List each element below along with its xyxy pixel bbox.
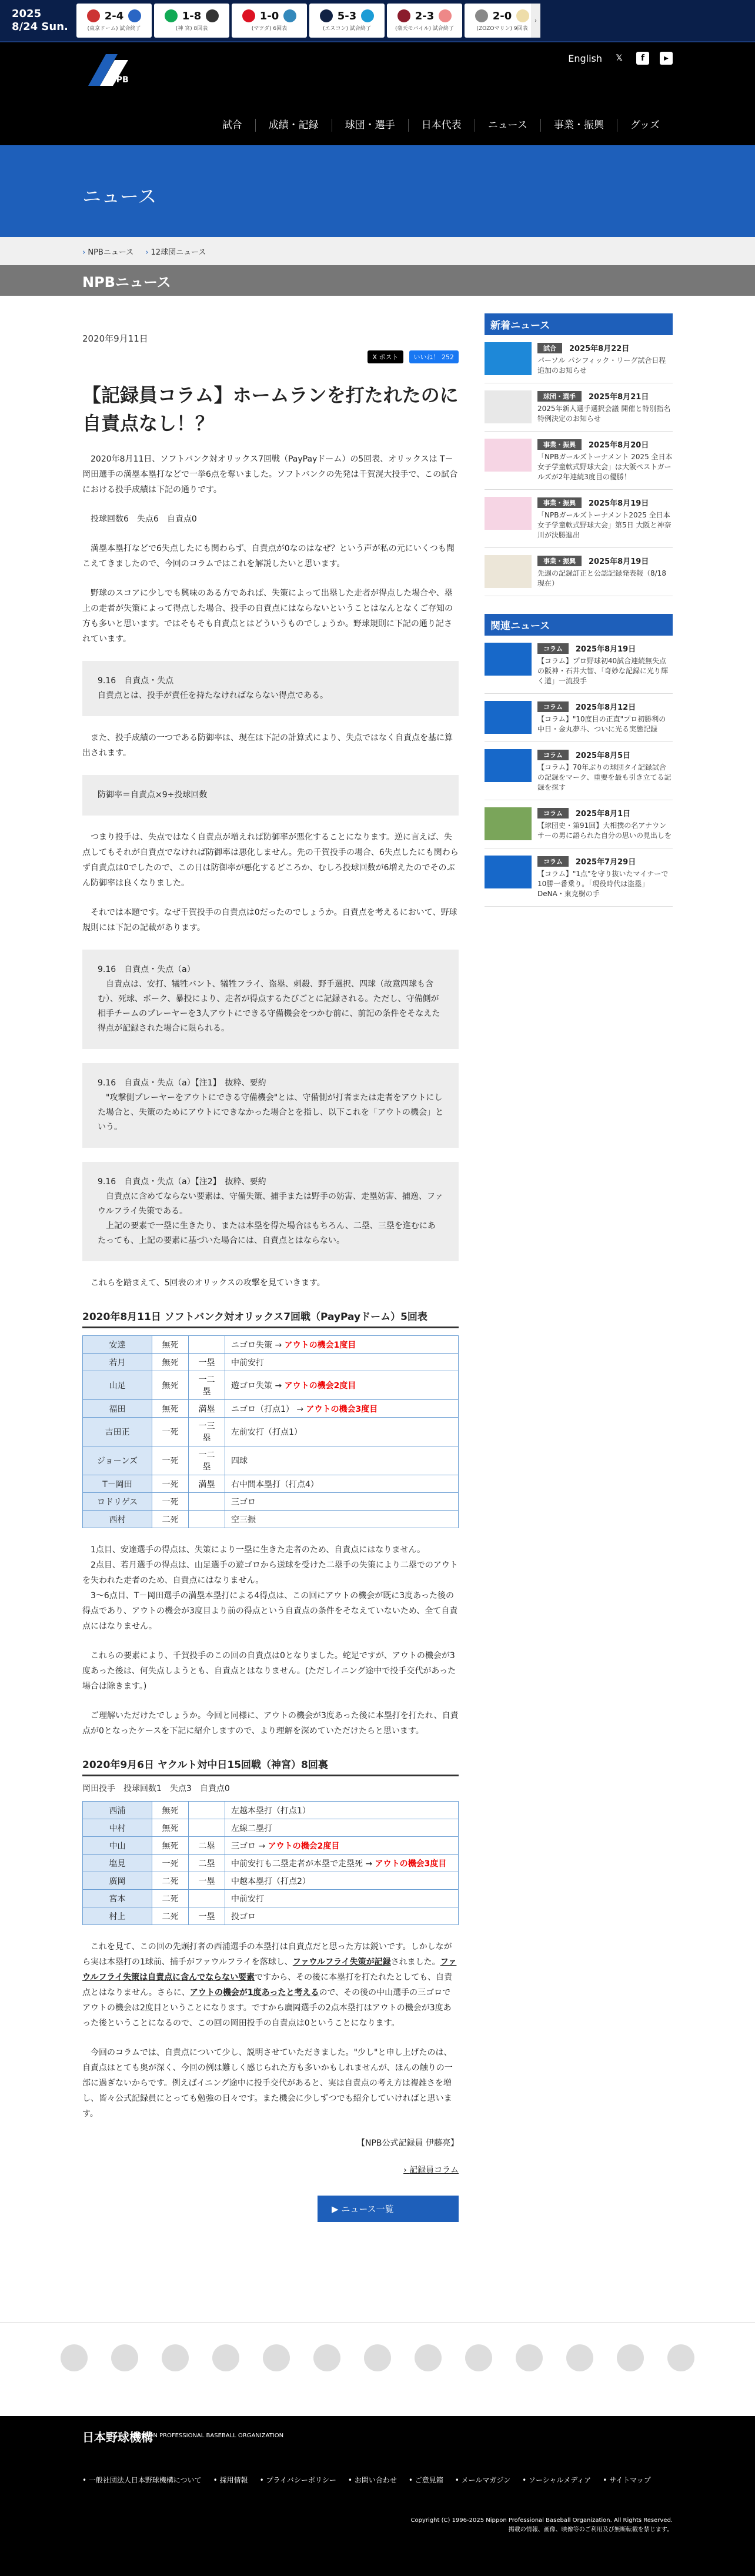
sidebar-new-title: 新着ニュース [485,313,673,335]
news-tag: 球団・選手 [537,391,582,402]
footer-org-en: NIPPON PROFESSIONAL BASEBALL ORGANIZATION [135,2433,284,2439]
npb-logo[interactable] [82,52,135,88]
table-row [83,1819,459,1837]
outs-cell: 一死 [152,1855,189,1872]
text-emphasis: アウトの機会が1度あったと考える [189,1988,319,1997]
batter-cell: 西村 [83,1511,152,1528]
facebook-like-button[interactable]: いいね！ 252 [409,350,459,363]
table-row [83,1400,459,1418]
team-logo-icon[interactable] [212,2344,239,2371]
text-emphasis: ファウルフライ失策は自責点に含んでならない要素 [82,1957,457,1982]
news-thumbnail [485,701,532,734]
footer-link[interactable]: • プライバシーポリシー [260,2475,336,2485]
runners-cell [189,1511,225,1528]
news-item-body [537,701,673,734]
news-text: 「NPBガールズトーナメント2025 全日本女子学童軟式野球大会」第5日 大阪と神奈川が決勝進出 [537,511,672,539]
runners-cell [189,1493,225,1511]
runners-cell [189,1336,225,1354]
outs-cell: 一死 [152,1446,189,1475]
footer-link[interactable]: • ソーシャルメディア [522,2475,591,2485]
news-item-meta [537,643,673,654]
runners-cell: 一三塁 [189,1418,225,1446]
news-item-body [537,856,673,899]
sidebar-news-item[interactable] [485,848,673,907]
outs-cell: 無死 [152,1354,189,1371]
team-logo-icon [206,9,219,22]
news-tag: 事業・振興 [537,556,582,566]
paragraph: 今回のコラムでは、自責点について少し、説明させていただきました。"少し"と申し上げたのは、自責点はとても奥が深く、今回の例は難しく感じられた方も多いかもしれませんが、ほんの触りの一部に過ぎないからです。例えばイニング途中に投手交代があると、実は自責点の考え方は複雑さを増し、皆々公式記録員にとっても勉強の日々です。また機会に少しずつでも紹介していければと思います。 [82,2048,453,2119]
paragraph: それでは本題です。なぜ千賀投手の自責点は0だったのでしょうか。自責点を考えるにおいて、野球規則には下記の記載があります。 [82,908,457,933]
team-logo-icon [439,9,452,22]
out-chance: アウトの機会2度目 [268,1841,340,1851]
team-logo-icon[interactable] [566,2344,593,2371]
x-post-button[interactable]: X ポスト [368,350,403,363]
news-tag: コラム [537,856,569,867]
article-title: 【記録員コラム】ホームランを打たれたのに自責点なし！？ [82,384,459,435]
news-date: 2025年8月5日 [575,751,631,760]
batter-cell: ジョーンズ [83,1446,152,1475]
rule-box: 9.16 自責点・失点（a）【注1】 抜粋、要約 "攻撃側プレーヤーをアウトにできる守備機会"とは、守備側が打者または走者をアウトにした場合と、失策のためにアウトにできなかった場合とを指し、以下これを「アウトの機会」という。 [82,1063,459,1148]
paragraph: 野球のスコアに少しでも興味のある方であれば、失策によって出塁した走者が得点した場合や、塁上の走者が失策によって得点した場合、投手の自責点にはならないということはなんとなくご存知の方も多いと思います。ではそもそも自責点とはどういうものでしょうか。野球規則に下記の通り記されています。 [82,589,453,644]
nav-goods[interactable]: グッズ [617,119,673,132]
nav-business[interactable]: 事業・振興 [540,119,617,132]
footer-link[interactable]: • メールマガジン [455,2475,510,2485]
runners-cell [189,1890,225,1907]
news-item-meta [537,390,673,402]
table-row [83,1511,459,1528]
game-card[interactable] [309,4,385,38]
team-logo-icon [87,9,100,22]
news-item-meta [537,701,673,712]
out-chance: アウトの機会3度目 [375,1859,447,1869]
table-row [83,1475,459,1493]
news-item-meta [537,807,673,818]
table-row [83,1802,459,1819]
news-thumbnail [485,856,532,888]
footer-link[interactable]: • お問い合わせ [348,2475,397,2485]
batter-cell: 村上 [83,1907,152,1925]
news-text: 【コラム】"1点"を守り抜いたマイナーで10勝一番乗り。「現役時代は盗塁」 DeNA・東克樹の手 [537,870,669,898]
news-text: パーソル パシフィック・リーグ試合日程追加のお知らせ [537,356,666,375]
footer-link[interactable]: • 一般社団法人日本野球機構について [82,2475,202,2485]
news-item-meta [537,439,673,450]
news-date: 2025年8月1日 [575,810,631,818]
sidebar-news-item[interactable] [485,636,673,694]
article-date: 2020年9月11日 [82,333,148,344]
team-logo-icon[interactable] [162,2344,189,2371]
sidebar-news-item[interactable] [485,490,673,548]
result-cell: 三ゴロ → アウトの機会2度目 [225,1837,459,1855]
runners-cell: 一塁 [189,1354,225,1371]
team-logo-icon [397,9,410,22]
sidebar-news-item[interactable] [485,548,673,596]
news-text: 【コラム】70年ぶりの球団タイ記録試合の記録をマーク、重要を最も引き立てる記録を探す [537,763,672,791]
hero-banner [0,145,755,237]
samurai-japan-logo[interactable] [667,2344,694,2371]
news-text: 【コラム】プロ野球初40試合連続無失点の阪神・石井大智、「奇妙な記録に光り輝く道」一流投手 [537,657,669,685]
news-item-meta [537,856,673,867]
news-date: 2025年8月12日 [575,703,636,712]
news-item-meta [537,555,673,566]
scorebar-date [0,8,76,34]
result-cell: 中前安打も二塁走者が本塁で走塁死 → アウトの機会3度目 [225,1855,459,1872]
sidebar-news-item[interactable] [485,742,673,800]
news-date: 2025年8月20日 [589,441,649,450]
result-cell: 空三振 [225,1511,459,1528]
news-thumbnail [485,439,532,472]
news-date: 2025年7月29日 [575,858,636,867]
news-tag: コラム [537,643,569,654]
table-row [83,1907,459,1925]
news-item-body [537,749,673,793]
news-thumbnail [485,342,532,375]
game-score: 2-3 [415,9,435,22]
game-score: 2-4 [104,9,124,22]
news-thumbnail [485,555,532,588]
team-logo-icon [320,9,333,22]
text-run: ですから、その後に本塁打を打たれたとしても、自責点とはなりません。さらに、 [82,1973,453,1997]
team-logo-icon [516,9,529,22]
table-row [83,1336,459,1354]
article-body [82,452,459,2222]
outs-cell: 一死 [152,1493,189,1511]
outs-cell: 無死 [152,1837,189,1855]
formula-box: 防御率＝自責点×9÷投球回数 [82,775,459,816]
copyright [411,2516,673,2535]
text-run: ので、その後の中山選手の三ゴロでアウトの機会は2度目ということになります。ですから廣岡選手の2点本塁打はアウトの機会が3度あった後ということになるので、この回の岡田投手の自責点は0ということになります。 [82,1988,452,2028]
share-buttons [82,350,459,363]
nav-games[interactable]: 試合 [222,119,242,131]
paragraph: これらの要素により、千賀投手のこの回の自責点は0となりました。蛇足ですが、アウトの機会が3度あった後は、何失点しようとも、自責点とはなりません。(ただしイニング途中で投手交代があった場合は除きます。) [82,1651,456,1691]
sidebar-related-title: 関連ニュース [485,614,673,636]
result-cell: 左越本塁打（打点1） [225,1802,459,1819]
team-logo-icon [242,9,255,22]
copyright-line: Copyright (C) 1996-2025 Nippon Professional Baseball Organization. All Rights Reserved. [410,2517,673,2524]
game-score: 2-0 [492,9,512,22]
runners-cell: 二塁 [189,1837,225,1855]
batter-cell: 中山 [83,1837,152,1855]
news-item-meta [537,749,673,760]
game-card[interactable] [76,4,152,38]
news-tag: 試合 [537,343,562,353]
youtube-icon[interactable]: ▶ [660,52,673,65]
team-logo-icon[interactable] [61,2344,88,2371]
rule-box: 9.16 自責点・失点（a） 自責点は、安打、犠牲バント、犠牲フライ、盗塁、刺殺、野手選択、四球（故意四球も含む）、死球、ボーク、暴投により、走者が得点するたびごとに記録される。ただし、守備側が相手チームのプレーヤーを3人アウトにできる守備機会をつかむ前に、前記の条件をそなえた得点が記録された場合に限られる。 [82,950,459,1049]
paragraph: これらを踏まえて、5回表のオリックスの攻撃を見ていきます。 [91,1278,325,1288]
result-cell: 中前安打 [225,1354,459,1371]
outs-cell: 無死 [152,1802,189,1819]
scorebar [0,0,755,42]
game-score: 5-3 [337,9,357,22]
text-emphasis: ファウルフライ失策が記録 [292,1957,391,1967]
paragraph: 2点目、若月選手の得点は、山足選手の遊ゴロから送球を受けた二塁手の失策により二塁でのアウトを失われた走者のため、自責点にはなりません。 [82,1561,458,1585]
breadcrumb-item[interactable]: › 12球団ニュース [145,246,206,257]
news-item-body [537,643,673,686]
paragraph [82,1939,459,2031]
game-card[interactable] [232,4,307,38]
outs-cell: 一死 [152,1418,189,1446]
game-info: (マツダ) 6回表 [251,26,288,32]
batter-cell: 吉田正 [83,1418,152,1446]
team-logo-icon [165,9,178,22]
rule-box: 9.16 自責点・失点 自責点とは、投手が責任を持たなければならない得点である。 [82,661,459,716]
news-item-body [537,342,673,376]
news-date: 2025年8月19日 [575,645,636,654]
team-logos [0,2322,755,2393]
content [82,296,673,2222]
scorebar-next-icon[interactable]: › [531,4,540,38]
sidebar-related-list [485,636,673,907]
game-list [76,4,540,38]
category-link[interactable]: › 記録員コラム [403,2166,459,2175]
sidebar-news-item[interactable] [485,383,673,432]
team-logo-icon[interactable] [617,2344,644,2371]
table-title: 2020年8月11日 ソフトバンク対オリックス7回戦（PayPayドーム）5回表 [82,1308,459,1328]
play-table [82,1335,459,1528]
article [82,313,459,2222]
news-text: 先週の記録訂正と公認記録発表報（8/18現在） [537,569,666,587]
batter-cell: 山足 [83,1371,152,1400]
runners-cell: 一二塁 [189,1371,225,1400]
game-score: 1-0 [259,9,279,22]
news-list-label: ニュース一覧 [341,2204,394,2214]
outs-cell: 一死 [152,1475,189,1493]
x-icon[interactable]: 𝕏 [616,54,623,63]
english-link[interactable]: English [568,52,602,64]
news-thumbnail [485,497,532,530]
facebook-icon[interactable]: f [636,52,649,65]
game-card[interactable] [154,4,229,38]
sidebar-news-item[interactable] [485,694,673,742]
runners-cell: 一塁 [189,1872,225,1890]
global-nav [209,119,673,132]
outs-cell: 二死 [152,1907,189,1925]
news-tag: コラム [537,750,569,760]
paragraph: 満塁本塁打などで6失点したにも関わらず、自責点が0なのはなぜ？という声が私の元にいくつも聞こえてきましたので、今回のコラムではこれを解説したいと思います。 [82,544,455,569]
table-row [83,1446,459,1475]
sidebar-news-item[interactable] [485,800,673,848]
result-cell: 投ゴロ [225,1907,459,1925]
batter-cell: 安達 [83,1336,152,1354]
batter-cell: ロドリゲス [83,1493,152,1511]
site-footer [0,2416,755,2576]
news-text: 「NPBガールズトーナメント 2025 全日本女子学童軟式野球大会」は大阪ペストガールズが2年連続3度目の優勝！ [537,453,673,481]
hero-title: ニュース [82,185,157,208]
news-text: 2025年新人選手選択会議 開催と特別指名特例決定のお知らせ [537,405,671,423]
footer-links [82,2475,651,2485]
game-info: (東京ドーム) 試合終了 [87,26,141,32]
news-item-body [537,497,673,540]
team-logo-icon[interactable] [263,2344,290,2371]
news-item-body [537,555,673,589]
table-row [83,1872,459,1890]
news-thumbnail [485,643,532,676]
nav-news[interactable]: ニュース [475,119,540,132]
news-thumbnail [485,807,532,840]
news-date: 2025年8月19日 [589,557,649,566]
table-row [83,1493,459,1511]
news-date: 2025年8月21日 [589,393,649,402]
batter-cell: 廣岡 [83,1872,152,1890]
news-date: 2025年8月19日 [589,499,649,508]
outs-cell: 無死 [152,1400,189,1418]
news-item-body [537,439,673,482]
footer-link[interactable]: • ご意見箱 [409,2475,443,2485]
team-logo-icon[interactable] [516,2344,543,2371]
table-row [83,1371,459,1400]
game-info: (ZOZOマリン) 9回表 [476,26,528,32]
outs-cell: 二死 [152,1511,189,1528]
paragraph: ご理解いただけたでしょうか。今回と同様に、アウトの機会が3度あった後に本塁打を打たれ、自責点が0となったケースを下記に紹介しますので、より理解を深めていただけたらと思います。 [82,1711,459,1736]
batter-cell: 宮本 [83,1890,152,1907]
breadcrumb-item[interactable]: › NPBニュース [82,246,133,257]
result-cell: 中越本塁打（打点2） [225,1872,459,1890]
team-logo-icon [475,9,488,22]
rule-box: 9.16 自責点・失点（a）【注2】 抜粋、要約 自責点に含めてならない要素は、守備失策、捕手または野手の妨害、走塁妨害、捕逸、ファウルフライ失策である。 上記の要素で一塁に生きたり、または本塁を得た場合はもちろん、二塁、三塁を進むにあたっても、上記の要素に基づいた場合には、自責点とはならない。 [82,1162,459,1261]
news-list-button[interactable]: ▶ ニュース一覧 [318,2196,459,2222]
batter-cell: 中村 [83,1819,152,1837]
author: 【NPB公式記録員 伊藤亮】 [357,2139,459,2148]
game-score: 1-8 [182,9,202,22]
team-logo-icon [361,9,374,22]
outs-cell: 無死 [152,1336,189,1354]
news-item-meta [537,497,673,508]
result-cell: 中前安打 [225,1890,459,1907]
result-cell: ニゴロ（打点1） → アウトの機会3度目 [225,1400,459,1418]
news-tag: 事業・振興 [537,439,582,450]
team-logo-icon[interactable] [313,2344,340,2371]
paragraph: つまり投手は、失点ではなく自責点が増えれば防御率が悪化することになります。逆に言えば、失点してもそれが自責点でなければ防御率は悪化しません。先の千賀投手の場合、6失点したにも関わらず自責点は0でしたので、この日は防御率が悪化するどころか、むしろ投球回数が6増えたのでそのぶん防御率は良くなりました。 [82,833,459,888]
news-text: 【球団史・第91回】大相撲の名アナウンサーの男に語られた自分の思いの見出しを [537,821,672,840]
batter-cell: 塩見 [83,1855,152,1872]
breadcrumb [0,237,755,265]
runners-cell: 一二塁 [189,1446,225,1475]
runners-cell: 一塁 [189,1907,225,1925]
news-tag: 事業・振興 [537,497,582,508]
batter-cell: 福田 [83,1400,152,1418]
footer-link[interactable]: • サイトマップ [603,2475,651,2485]
news-thumbnail [485,749,532,782]
table-title: 2020年9月6日 ヤクルト対中日15回戦（神宮）8回裏 [82,1756,459,1776]
result-cell: 左線二塁打 [225,1819,459,1837]
pitcher-line: 岡田投手 投球回数1 失点3 自責点0 [82,1784,230,1793]
outs-cell: 二死 [152,1890,189,1907]
game-info: (楽天モバイル) 試合終了 [395,26,454,32]
outs-cell: 無死 [152,1819,189,1837]
table-row [83,1837,459,1855]
paragraph: また、投手成績の一つである防御率は、現在は下記の計算式により、失点ではなく自責点を基に算出されます。 [82,733,453,758]
game-info: (神 宮) 8回表 [175,26,208,32]
team-logo-icon[interactable] [364,2344,391,2371]
batter-cell: T－岡田 [83,1475,152,1493]
news-text: 【コラム】"10度目の正直"プロ初勝利の中日・金丸夢斗、ついに光る実態記録 [537,715,666,733]
runners-cell [189,1819,225,1837]
outs-cell: 無死 [152,1371,189,1400]
section-title: NPBニュース [0,265,755,296]
news-item-meta [537,342,673,353]
batter-cell: 西浦 [83,1802,152,1819]
footer-org-name[interactable]: 日本野球機構 [82,2430,153,2444]
text-run: これを見て、この回の先頭打者の西浦選手の本塁打は自責点だと思った方は鋭いです。しかしながら実は本塁打の1球前、捕手がファウルフライを落球し、 [82,1942,452,1967]
news-tag: コラム [537,808,569,818]
out-chance: アウトの機会1度目 [284,1340,356,1350]
team-logo-icon [283,9,296,22]
team-logo-icon [128,9,141,22]
sidebar-new-list [485,335,673,596]
result-cell: 左前安打（打点1） [225,1418,459,1446]
runners-cell [189,1802,225,1819]
header-utility [568,52,673,65]
paragraph: 投球回数6 失点6 自責点0 [91,514,197,524]
news-tag: コラム [537,701,569,712]
outs-cell: 二死 [152,1872,189,1890]
play-table [82,1801,459,1925]
news-item-body [537,807,673,841]
team-logo-icon[interactable] [415,2344,442,2371]
copyright-note: 掲載の情報、画像、映像等のご利用及び無断転載を禁じます。 [508,2527,673,2533]
team-logo-icon[interactable] [465,2344,492,2371]
nav-stats[interactable]: 成績・記録 [255,119,332,132]
out-chance: アウトの機会3度目 [306,1404,378,1414]
batter-cell: 若月 [83,1354,152,1371]
runners-cell: 二塁 [189,1855,225,1872]
runners-cell: 満塁 [189,1475,225,1493]
paragraph: 2020年8月11日、ソフトバンク対オリックス7回戦（PayPayドーム）の5回表、オリックスは T－岡田選手の満塁本塁打などで一挙6点を奪いました。ソフトバンクの先発は千賀滉大投手で、この試合における投手成績は下記の通りです。 [82,455,458,495]
paragraph: 3〜6点目、T－岡田選手の満塁本塁打による4得点は、この回にアウトの機会が既に3度あった後の得点であり、アウトの機会が3度目より前の得点という自責点の条件をそなえていないため、全て自責点にはなりません。 [82,1591,458,1631]
nav-teams[interactable]: 球団・選手 [332,119,408,132]
result-cell: 遊ゴロ失策 → アウトの機会2度目 [225,1371,459,1400]
table-row [83,1855,459,1872]
out-chance: アウトの機会2度目 [284,1381,356,1391]
result-cell: 四球 [225,1446,459,1475]
footer-link[interactable]: • 採用情報 [213,2475,248,2485]
result-cell: 三ゴロ [225,1493,459,1511]
game-card[interactable] [465,4,540,38]
sidebar-news-item[interactable] [485,432,673,490]
nav-japan[interactable]: 日本代表 [408,119,475,132]
table-row [83,1890,459,1907]
site-header [0,42,755,145]
news-thumbnail [485,390,532,423]
category-label: 記録員コラム [409,2166,459,2175]
table-row [83,1354,459,1371]
sidebar-news-item[interactable] [485,335,673,383]
news-date: 2025年8月22日 [569,345,630,353]
text-run: されました。 [390,1957,440,1967]
scorebar-day: 8/24 Sun. [12,21,68,33]
sidebar [485,313,673,2222]
runners-cell: 満塁 [189,1400,225,1418]
paragraph: 1点目、安達選手の得点は、失策により一塁に生きた走者のため、自責点にはなりません。 [91,1545,426,1555]
svg-text:NPB: NPB [109,75,129,85]
news-item-body [537,390,673,424]
game-info: (エスコン) 試合終了 [323,26,371,32]
team-logo-icon[interactable] [111,2344,138,2371]
game-card[interactable] [387,4,462,38]
result-cell: ニゴロ失策 → アウトの機会1度目 [225,1336,459,1354]
result-cell: 右中間本塁打（打点4） [225,1475,459,1493]
table-row [83,1418,459,1446]
scorebar-year: 2025 [12,8,42,20]
